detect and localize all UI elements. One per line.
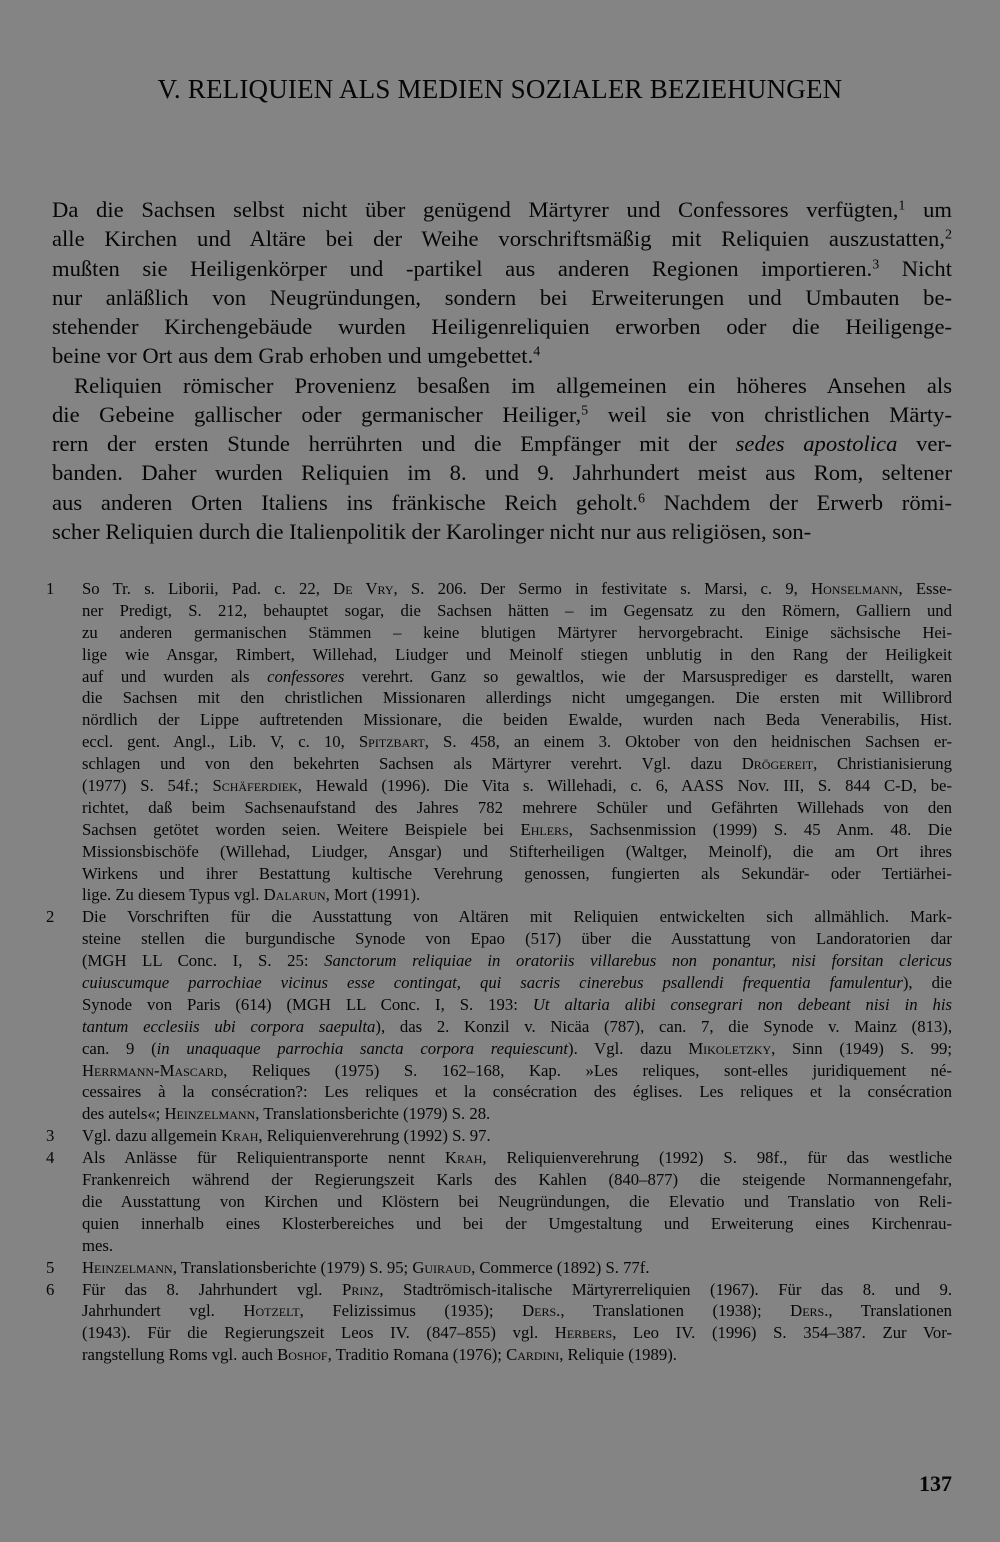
footnote-line: die Sachsen mit den christlichen Missionaren allerdings nicht umgegangen. Die ersten mit Willibrord (82, 688, 952, 708)
footnote-line: lige wie Ansgar, Rimbert, Willehad, Liudger und Meinolf stiegen unblutig in den Rang der Heiligkeit (82, 644, 952, 664)
footnotes (46, 578, 952, 1366)
footnote (46, 1125, 952, 1147)
body-line: die Gebeine gallischer oder germanischer Heiliger,$^5$ weil sie von christlichen Märty- (52, 401, 952, 427)
footnote-line: mes. (82, 1235, 114, 1255)
footnote-line: auf und wurden als confessores verehrt. Ganz so gewaltlos, wie der Marsusprediger es darstellt, waren (82, 666, 952, 686)
footnote (46, 578, 952, 906)
body-line: beine vor Ort aus dem Grab erhoben und umgebettet.$^4$ (52, 343, 541, 369)
footnote-number: 2 (46, 907, 55, 927)
footnote-number: 4 (46, 1148, 55, 1168)
footnote-line: eccl. gent. Angl., Lib. V, c. 10, Spitzbart, S. 458, an einem 3. Oktober von den heidnischen Sachsen er- (82, 732, 953, 752)
footnote-line: can. 9 (in unaquaque parrochia sancta corpora requiescunt). Vgl. dazu Mikoletzky, Sinn (1949) S. 99; (82, 1038, 953, 1058)
footnote-line: Wirkens und ihrer Bestattung kultische Verehrung genossen, fungierten als Sekundär- oder Tertiärhei- (82, 863, 952, 883)
footnote-number: 5 (46, 1257, 55, 1277)
body-line: banden. Daher wurden Reliquien im 8. und 9. Jahrhundert meist aus Rom, seltener (52, 460, 952, 486)
footnote-line: lige. Zu diesem Typus vgl. Dalarun, Mort (1991). (82, 885, 421, 905)
footnote-line: quien innerhalb eines Klosterbereiches und bei der Umgestaltung und Erweiterung eines Kirchenrau- (82, 1213, 952, 1233)
footnote-line: (1943). Für die Regierungszeit Leos IV. (847–855) vgl. Herbers, Leo IV. (1996) S. 354–387. Zur Vor- (82, 1323, 952, 1343)
body-line: Da die Sachsen selbst nicht über genügend Märtyrer und Confessores verfügten,$^1$ um (52, 197, 952, 222)
footnote-number: 6 (46, 1279, 55, 1299)
footnote-line: zu anderen germanischen Stämmen – keine blutigen Märtyrer hervorgebracht. Einige sächsische Hei- (82, 622, 952, 642)
footnote-line: (MGH LL Conc. I, S. 25: Sanctorum reliquiae in oratoriis villarebus non ponantur, nisi forsitan clericus (82, 951, 952, 971)
footnote-line: Missionsbischöfe (Willehad, Liudger, Ansgar) und Stifterheiligen (Waltger, Meinolf), die am Ort ihres (82, 841, 952, 861)
footnote-line: So Tr. s. Liborii, Pad. c. 22, De Vry, S. 206. Der Sermo in festivitate s. Marsi, c. 9, Honselmann, Esse- (82, 579, 953, 598)
body-line: nur anläßlich von Neugründungen, sondern bei Erweiterungen und Umbauten be- (52, 284, 952, 310)
body-line: stehender Kirchengebäude wurden Heiligenreliquien erworben oder die Heiligenge- (52, 314, 952, 339)
footnote-line: des autels«; Heinzelmann, Translationsberichte (1979) S. 28. (82, 1104, 491, 1124)
body-line: scher Reliquien durch die Italienpolitik der Karolinger nicht nur aus religiösen, son- (52, 518, 812, 544)
footnote-line: steine stellen die burgundische Synode von Epao (517) über die Ausstattung von Landoratorien dar (82, 929, 952, 949)
footnote-line: Heinzelmann, Translationsberichte (1979) S. 95; Guiraud, Commerce (1892) S. 77f. (82, 1257, 650, 1277)
footnote-line: Frankenreich während der Regierungszeit Karls des Kahlen (840–877) die steigende Normannengefahr, (82, 1170, 952, 1190)
footnote-line: tantum ecclesiis ubi corpora saepulta), das 2. Konzil v. Nicäa (787), can. 7, die Synode v. Mainz (813), (82, 1016, 952, 1036)
footnote-line: (1977) S. 54f.; Schäferdiek, Hewald (1996). Die Vita s. Willehadi, c. 6, AASS Nov. III, S. 844 C-D, be- (82, 776, 953, 796)
footnote (46, 1257, 952, 1279)
footnote-line: Herrmann-Mascard, Reliques (1975) S. 162–168, Kap. »Les reliques, sont-elles juridiquement né- (82, 1060, 952, 1080)
footnote-line: Jahrhundert vgl. Hotzelt, Felizissimus (1935); Ders., Translationen (1938); Ders., Translationen (82, 1301, 952, 1321)
footnote-line: Sachsen getötet worden seien. Weitere Beispiele bei Ehlers, Sachsenmission (1999) S. 45 Anm. 48. Die (82, 819, 952, 839)
footnote-line: nördlich der Lippe auftretenden Missionare, die beiden Ewalde, wurden nach Beda Venerabilis, Hist. (82, 710, 952, 730)
footnote-line: schlagen und von den bekehrten Sachsen als Märtyrer verehrt. Vgl. dazu Drögereit, Christianisierung (82, 754, 952, 774)
footnote (46, 1147, 952, 1256)
footnote-line: Für das 8. Jahrhundert vgl. Prinz, Stadtrömisch-italische Märtyrerreliquien (1967). Für das 8. und 9. (82, 1279, 952, 1299)
body-line: rern der ersten Stunde herrührten und die Empfänger mit der sedes apostolica ver- (52, 431, 952, 456)
body-line: mußten sie Heiligenkörper und -partikel aus anderen Regionen importieren.$^3$ Nicht (52, 255, 952, 281)
footnote (46, 1279, 952, 1367)
body-line: Reliquien römischer Provenienz besaßen im allgemeinen ein höheres Ansehen als (74, 372, 952, 398)
footnote-number: 3 (46, 1126, 55, 1146)
footnote-line: Synode von Paris (614) (MGH LL Conc. I, S. 193: Ut altaria alibi consegrari non debeant nisi in his (82, 994, 953, 1014)
footnote-line: Die Vorschriften für die Ausstattung von Altären mit Reliquien entwickelten sich allmählich. Mark- (82, 907, 952, 927)
footnote (46, 906, 952, 1125)
footnote-line: ner Predigt, S. 212, behauptet sogar, die Sachsen hätten – im Gegensatz zu den Römern, Galliern und (82, 600, 952, 620)
footnote-line: Als Anlässe für Reliquientransporte nennt Krah, Reliquienverehrung (1992) S. 98f., für das westliche (82, 1148, 952, 1168)
footnote-number: 1 (46, 579, 55, 598)
footnote-line: cuiuscumque parrochiae vicinus esse contingat, qui sacris cinerebus psallendi frequentia famulentur), die (82, 973, 952, 993)
page-number: 137 (919, 1471, 952, 1496)
footnote-line: richtet, daß beim Sachsenaufstand des Jahres 782 mehrere Schüler und Gefährten Willehads von den (82, 797, 952, 817)
body-line: aus anderen Orten Italiens ins fränkische Reich geholt.$^6$ Nachdem der Erwerb römi- (52, 489, 952, 515)
footnote-line: Vgl. dazu allgemein Krah, Reliquienverehrung (1992) S. 97. (82, 1126, 491, 1146)
body-line: alle Kirchen und Altäre bei der Weihe vorschriftsmäßig mit Reliquien auszustatten,$^2$ (52, 226, 952, 252)
main-text (52, 195, 952, 546)
footnote-line: cessaires à la consécration?: Les reliques et la consécration des églises. Les reliques et la consécration (82, 1082, 952, 1102)
footnote-line: die Ausstattung von Kirchen und Klöstern bei Neugründungen, die Elevatio und Translatio von Reli- (82, 1191, 952, 1211)
footnote-line: rangstellung Roms vgl. auch Boshof, Traditio Romana (1976); Cardini, Reliquie (1989). (82, 1345, 677, 1365)
page-title: V. RELIQUIEN ALS MEDIEN SOZIALER BEZIEHUNGEN (157, 74, 843, 104)
